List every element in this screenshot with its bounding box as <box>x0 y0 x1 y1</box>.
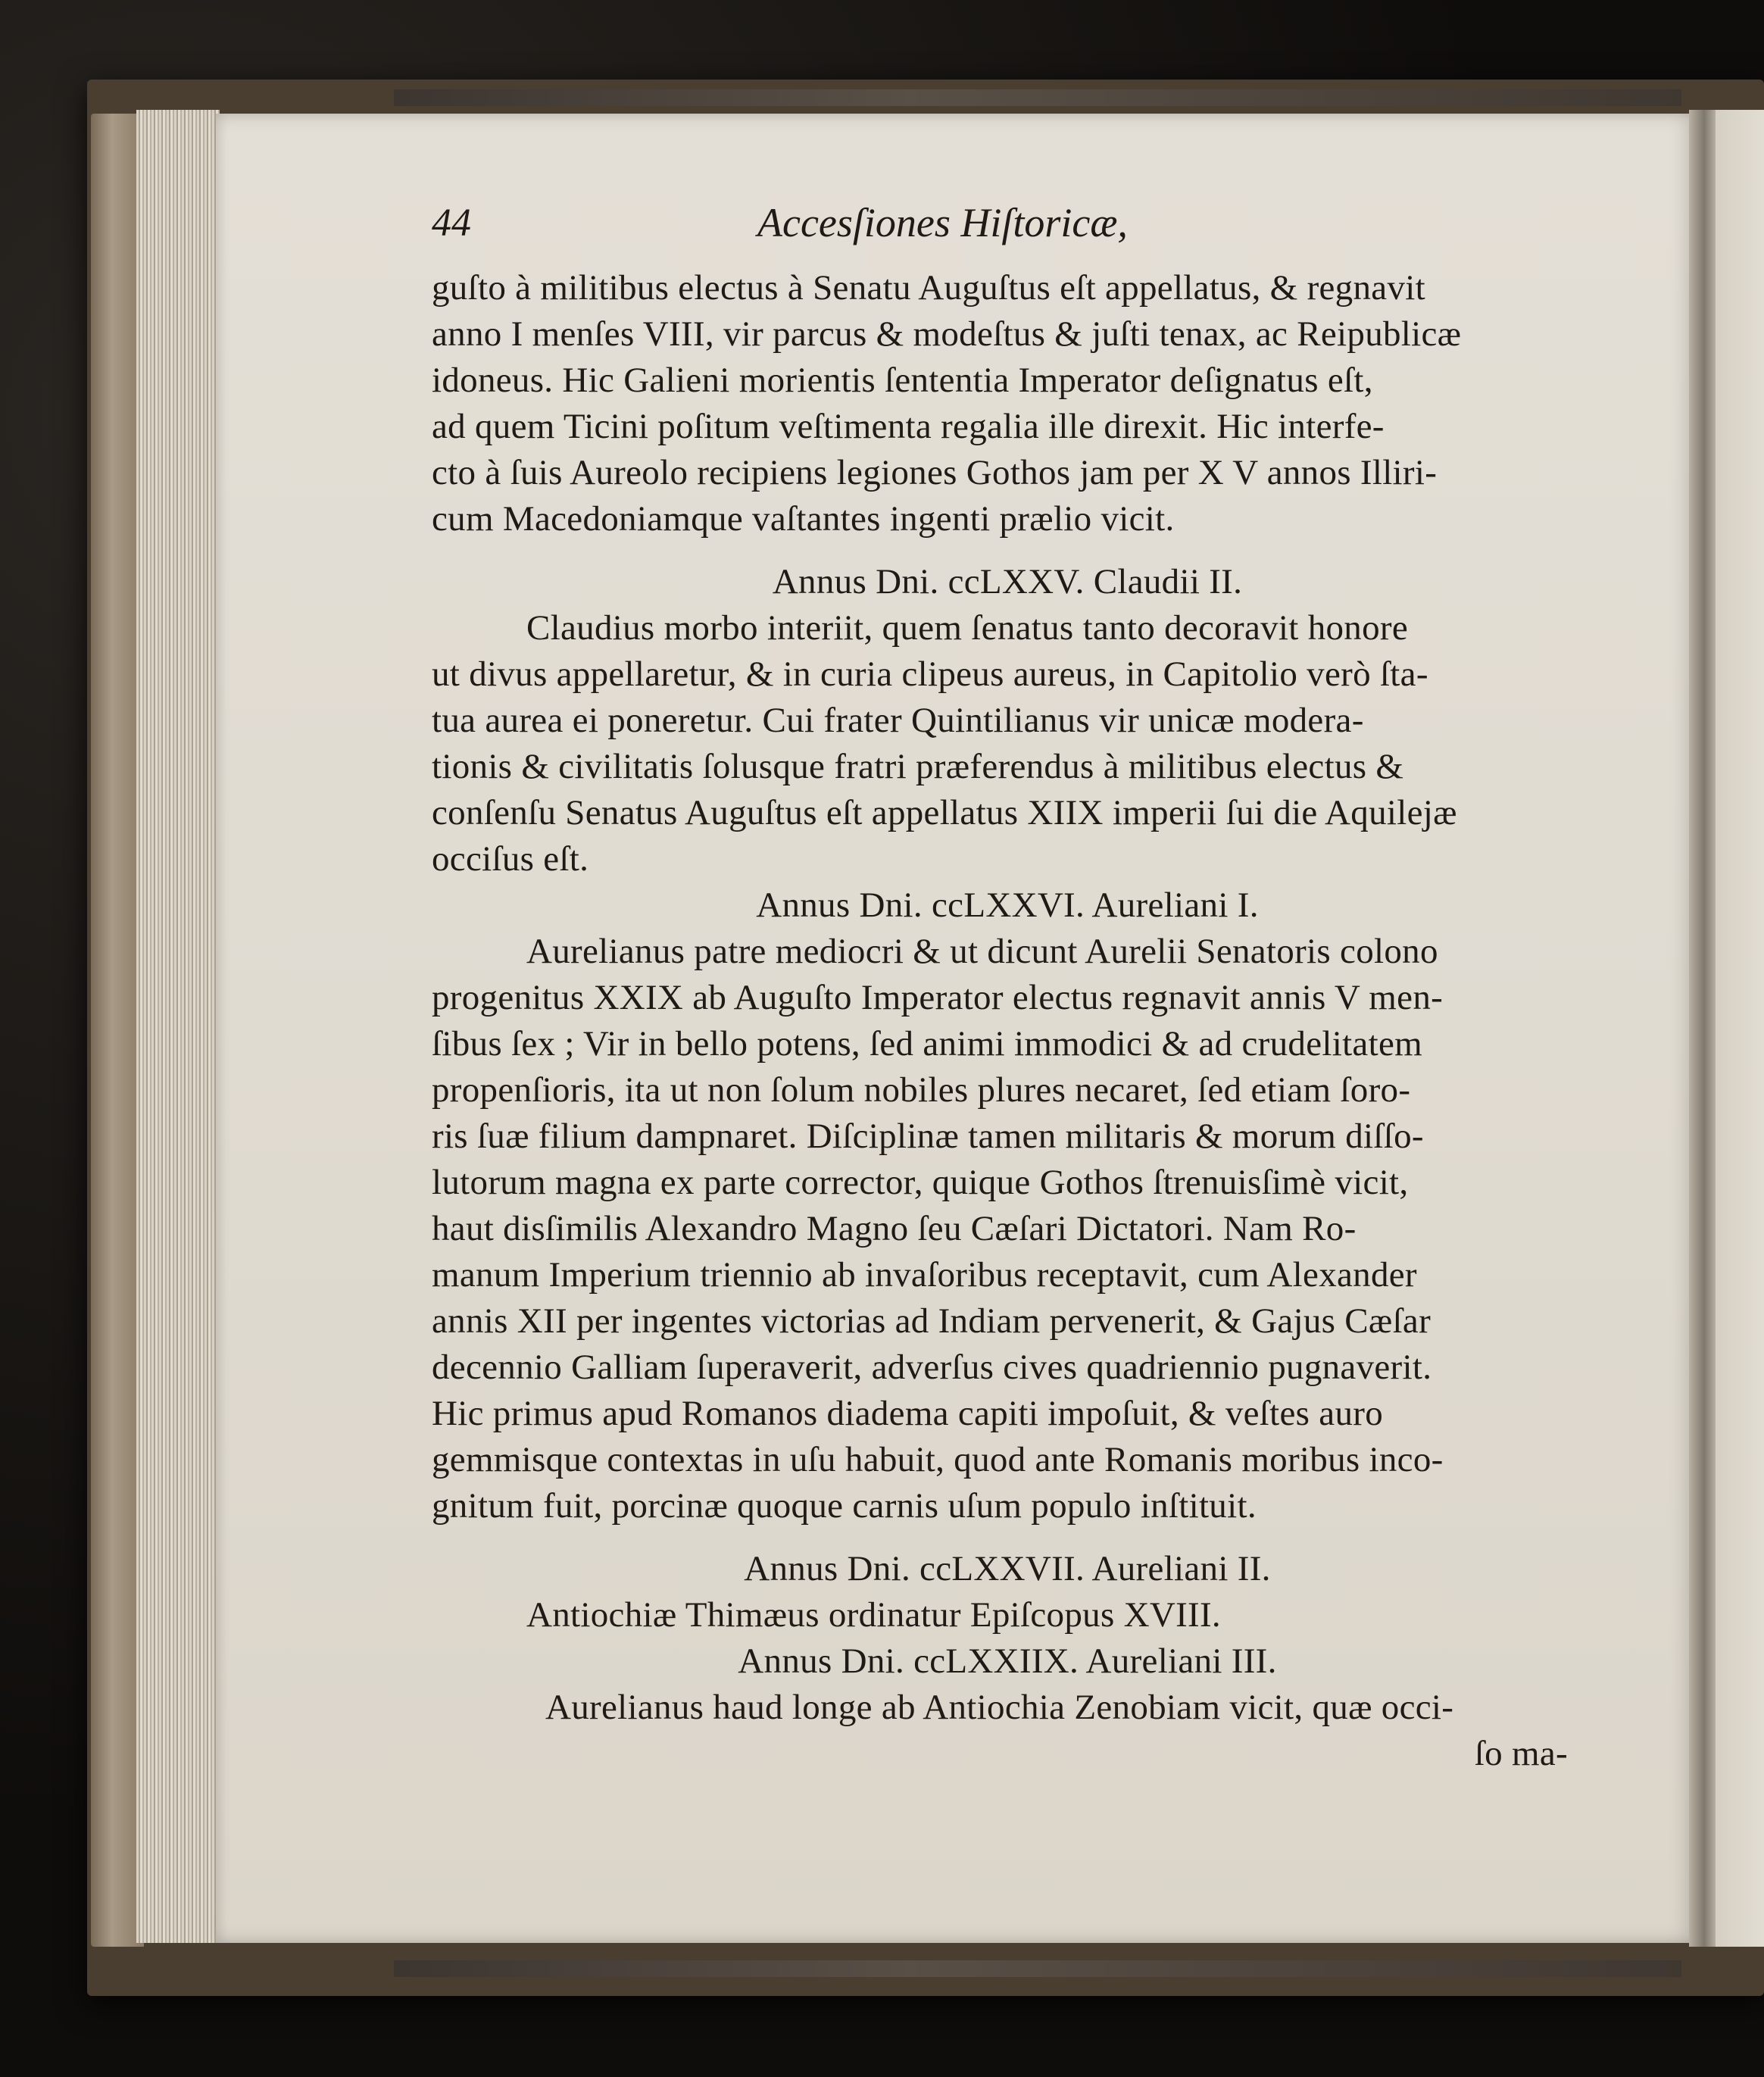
text-line: lutorum magna ex parte corrector, quique Gothos ſtrenuisſimè vicit, <box>432 1163 1409 1202</box>
text-line: ris ſuæ filium dampnaret. Diſciplinæ tamen militaris & morum diſſo- <box>432 1117 1424 1156</box>
text-line: haut disſimilis Alexandro Magno ſeu Cæſari Dictatori. Nam Ro- <box>432 1209 1357 1248</box>
text-line: idoneus. Hic Galieni morientis ſententia Imperator deſignatus eſt, <box>432 361 1373 400</box>
page-number: 44 <box>432 201 471 245</box>
text-line: ad quem Ticini poſitum veſtimenta regalia ille direxit. Hic interfe- <box>432 407 1385 446</box>
text-line: Hic primus apud Romanos diadema capiti impoſuit, & veſtes auro <box>432 1394 1384 1433</box>
text-line: propenſioris, ita ut non ſolum nobiles plures necaret, ſed etiam ſoro- <box>432 1070 1411 1110</box>
text-line: ſibus ſex ; Vir in bello potens, ſed animi immodici & ad crudelitatem <box>432 1024 1422 1063</box>
year-heading: Annus Dni. ccLXXV. Claudii II. <box>772 562 1243 601</box>
text-line: tionis & civilitatis ſolusque fratri præferendus à militibus electus & <box>432 747 1404 786</box>
page-header <box>432 193 1583 265</box>
text-line: decennio Galliam ſuperaverit, adverſus cives quadriennio pugnaverit. <box>432 1348 1432 1387</box>
text-line: gnitum fuit, porcinæ quoque carnis uſum populo inſtituit. <box>432 1486 1257 1526</box>
right-page-edge <box>1716 110 1764 1947</box>
page-text-block <box>432 193 1583 1777</box>
text-line: progenitus XXIX ab Auguſto Imperator electus regnavit annis V men- <box>432 978 1444 1017</box>
text-line: annis XII per ingentes victorias ad Indiam pervenerit, & Gajus Cæſar <box>432 1301 1431 1341</box>
text-line: Antiochiæ Thimæus ordinatur Epiſcopus XVIII. <box>526 1595 1221 1635</box>
book-gutter <box>1689 110 1719 1947</box>
text-line: ut divus appellaretur, & in curia clipeus aureus, in Capitolio verò ſta- <box>432 654 1428 694</box>
page-bottom-shadow <box>394 1960 1681 1977</box>
year-heading: Annus Dni. ccLXXIIX. Aureliani III. <box>738 1641 1277 1681</box>
year-heading: Annus Dni. ccLXXVI. Aureliani I. <box>756 885 1259 925</box>
text-line: conſenſu Senatus Auguſtus eſt appellatus XIIX imperii ſui die Aquilejæ <box>432 793 1457 832</box>
text-line: occiſus eſt. <box>432 839 589 879</box>
text-line: Claudius morbo interiit, quem ſenatus tanto decoravit honore <box>526 608 1409 648</box>
running-title: Accesſiones Hiſtoricæ, <box>757 200 1128 245</box>
text-line: Aurelianus patre mediocri & ut dicunt Aurelii Senatoris colono <box>526 932 1438 971</box>
text-line: guſto à militibus electus à Senatu Auguſtus eſt appellatus, & regnavit <box>432 268 1425 308</box>
text-line: manum Imperium triennio ab invaſoribus receptavit, cum Alexander <box>432 1255 1417 1295</box>
page-stack-edges <box>136 110 220 1943</box>
text-line: anno I menſes VIII, vir parcus & modeſtus & juſti tenax, ac Reipublicæ <box>432 314 1462 354</box>
catchword: ſo ma- <box>1474 1734 1568 1773</box>
text-line: Aurelianus haud longe ab Antiochia Zenobiam vicit, quæ occi- <box>545 1688 1454 1727</box>
text-line: cto à ſuis Aureolo recipiens legiones Gothos jam per X V annos Illiri- <box>432 453 1438 492</box>
text-line: gemmisque contextas in uſu habuit, quod ante Romanis moribus inco- <box>432 1440 1444 1479</box>
year-heading: Annus Dni. ccLXXVII. Aureliani II. <box>744 1549 1271 1588</box>
text-line: tua aurea ei poneretur. Cui frater Quintilianus vir unicæ modera- <box>432 701 1364 740</box>
text-line: cum Macedoniamque vaſtantes ingenti prælio vicit. <box>432 499 1175 539</box>
page-top-shadow <box>394 89 1681 106</box>
